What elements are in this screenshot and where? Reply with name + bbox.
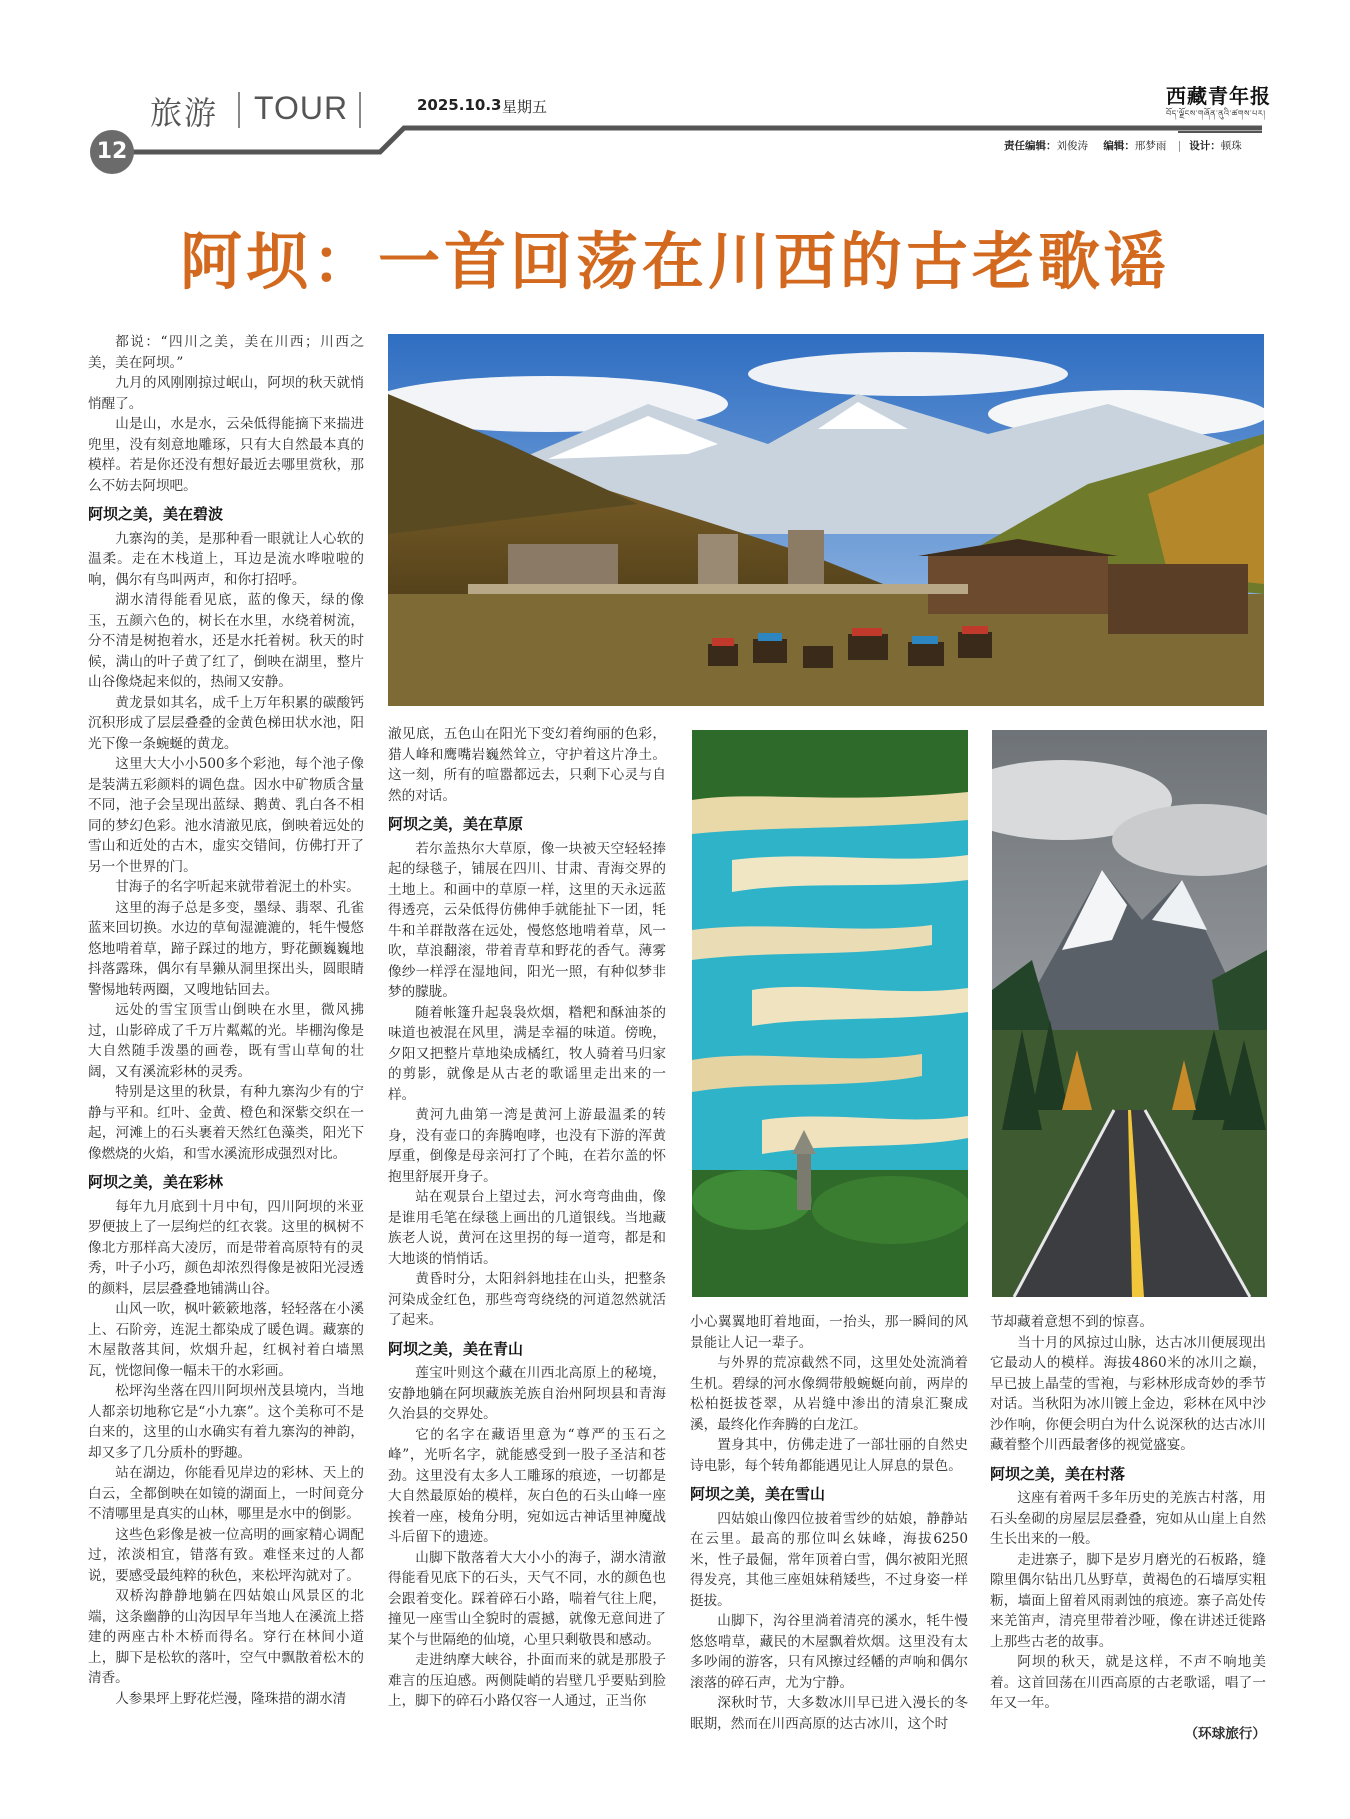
article-paragraph: 若尔盖热尔大草原，像一块被天空轻轻捧起的绿毯子，铺展在四川、甘肃、青海交界的土地上。和画中的草原一样，这里的天永远蓝得透亮，云朵低得仿佛伸手就能扯下一团，牦牛和羊群散落在远处，慢悠悠地啃着草，风一吹，草浪翻滚，带着青草和野花的香气。薄雾像纱一样浮在湿地间，阳光一照，有种似梦非梦的朦胧。 — [388, 840, 666, 1000]
snow-mountain-road-photo — [992, 730, 1267, 1297]
designer-name: 顿珠 — [1220, 140, 1242, 152]
article-paragraph: 走进寨子，脚下是岁月磨光的石板路，缝隙里偶尔钻出几丛野草，黄褐色的石墙厚实粗粝，墙面上留着风雨剥蚀的痕迹。寨子高处传来羌笛声，清亮里带着沙哑，像在讲述迁徙路上那些古老的故事。 — [990, 1551, 1266, 1650]
article-paragraph: 黄河九曲第一湾是黄河上游最温柔的转身，没有壶口的奔腾咆哮，也没有下游的浑黄厚重，倒像是母亲河打了个盹，在若尔盖的怀抱里舒展开身子。 — [388, 1107, 666, 1185]
article-paragraph: 这座有着两千多年历史的羌族古村落，用石头垒砌的房屋层层叠叠，宛如从山崖上自然生长出来的一般。 — [990, 1490, 1266, 1547]
article-column-4 — [990, 1312, 1266, 1744]
editor-label: 责任编辑： — [1004, 140, 1057, 152]
turquoise-pools-photo — [692, 730, 968, 1297]
editor-credits: 责任编辑：刘俊涛 编辑：邢梦雨 | 设计：顿珠 — [1004, 140, 1242, 152]
article-paragraph: 都说：“四川之美，美在川西；川西之美，美在阿坝。” — [88, 334, 364, 371]
issue-date: 2025.10.3 — [417, 96, 502, 114]
copy-editor-name: 邢梦雨 — [1134, 140, 1167, 152]
issue-weekday: 星期五 — [502, 98, 548, 116]
article-paragraph: 远处的雪宝顶雪山倒映在水里，微风拂过，山影碎成了千万片粼粼的光。毕棚沟像是大自然随手泼墨的画卷，既有雪山草甸的壮阔，又有溪流彩林的灵秀。 — [88, 1002, 364, 1080]
article-paragraph: 它的名字在藏语里意为“尊严的玉石之峰”，光听名字，就能感受到一股子圣洁和苍劲。这里没有太多人工雕琢的痕迹，一切都是大自然最原始的模样，灰白色的石头山峰一座挨着一座，棱角分明，宛如远古神话里神魔战斗后留下的遗迹。 — [388, 1426, 666, 1545]
article-paragraph: 站在观景台上望过去，河水弯弯曲曲，像是谁用毛笔在绿毯上画出的几道银线。当地藏族老人说，黄河在这里拐的每一道弯，都是和大地谈的悄悄话。 — [388, 1189, 666, 1267]
designer-label: 设计： — [1189, 140, 1221, 152]
article-paragraph: 莲宝叶则这个藏在川西北高原上的秘境，安静地躺在阿坝藏族羌族自治州阿坝县和青海久治县的交界处。 — [388, 1365, 666, 1422]
article-paragraph: 阿坝的秋天，就是这样，不声不响地美着。这首回荡在川西高原的古老歌谣，唱了一年又一年。 — [990, 1654, 1266, 1711]
section-subheading: 阿坝之美，美在雪山 — [690, 1485, 826, 1503]
article-paragraph: 松坪沟坐落在四川阿坝州茂县境内，当地人都亲切地称它是“小九寨”。这个美称可不是白来的，这里的山水确实有着九寨沟的神韵，却又多了几分质朴的野趣。 — [88, 1383, 364, 1461]
article-paragraph: 湖水清得能看见底，蓝的像天，绿的像玉，五颜六色的，树长在水里，水绕着树流，分不清是树抱着水，还是水托着树。秋天的时候，满山的叶子黄了红了，倒映在湖里，整片山谷像烧起来似的，热闹又安静。 — [88, 592, 364, 690]
section-name-en: TOUR — [254, 90, 349, 126]
article-column-1 — [88, 332, 364, 1709]
article-paragraph: 澈见底，五色山在阳光下变幻着绚丽的色彩，猎人峰和鹰嘴岩巍然耸立，守护着这片净土。这一刻，所有的喧嚣都远去，只剩下心灵与自然的对话。 — [388, 726, 666, 804]
article-paragraph: 黄龙景如其名，成千上万年积累的碳酸钙沉积形成了层层叠叠的金黄色梯田状水池，阳光下像一条蜿蜒的黄龙。 — [88, 694, 364, 752]
article-paragraph: 节却藏着意想不到的惊喜。 — [990, 1314, 1154, 1330]
article-paragraph: 置身其中，仿佛走进了一部壮丽的自然史诗电影，每个转角都能遇见让人屏息的景色。 — [690, 1437, 968, 1474]
section-subheading: 阿坝之美，美在碧波 — [88, 505, 224, 523]
article-paragraph: 双桥沟静静地躺在四姑娘山风景区的北端，这条幽静的山沟因早年当地人在溪流上搭建的两座古朴木桥而得名。穿行在林间小道上，脚下是松软的落叶，空气中飘散着松木的清香。 — [88, 1588, 364, 1686]
editor-name: 刘俊涛 — [1056, 140, 1088, 152]
article-paragraph: 深秋时节，大多数冰川早已进入漫长的冬眠期，然而在川西高原的达古冰川，这个时 — [690, 1695, 968, 1732]
article-paragraph: 人参果坪上野花烂漫，隆珠措的湖水清 — [115, 1690, 347, 1707]
article-paragraph: 这里的海子总是多变，墨绿、翡翠、孔雀蓝来回切换。水边的草甸湿漉漉的，牦牛慢悠悠地啃着草，蹄子踩过的地方，野花颤巍巍地抖落露珠，偶尔有旱獭从洞里探出头，圆眼睛警惕地转两圈，又嗖地钻回去。 — [88, 899, 364, 998]
article-paragraph: 特别是这里的秋景，有种九寨沟少有的宁静与平和。红叶、金黄、橙色和深紫交织在一起，河滩上的石头裹着天然红色藻类，阳光下像燃烧的火焰，和雪水溪流形成强烈对比。 — [88, 1084, 364, 1162]
article-paragraph: 随着帐篷升起袅袅炊烟，糌粑和酥油茶的味道也被混在风里，满是幸福的味道。傍晚，夕阳又把整片草地染成橘红，牧人骑着马归家的剪影，就像是从古老的歌谣里走出来的一样。 — [388, 1004, 666, 1103]
article-title: 阿坝：一首回荡在川西的古老歌谣 — [179, 225, 1170, 298]
article-column-3 — [690, 1312, 968, 1734]
article-paragraph: 小心翼翼地盯着地面，一抬头，那一瞬间的风景能让人记一辈子。 — [690, 1314, 968, 1351]
article-paragraph: 这里大大小小500多个彩池，每个池子像是装满五彩颜料的调色盘。因水中矿物质含量不同，池子会呈现出蓝绿、鹅黄、乳白各不相同的梦幻色彩。池水清澈见底，倒映着远处的雪山和近处的古木，虚实交错间，仿佛打开了另一个世界的门。 — [88, 756, 364, 875]
section-subheading: 阿坝之美，美在村落 — [990, 1464, 1126, 1483]
article-paragraph: 黄昏时分，太阳斜斜地挂在山头，把整条河染成金红色，那些弯弯绕绕的河道忽然就活了起来。 — [388, 1271, 666, 1328]
section-subheading: 阿坝之美，美在彩林 — [88, 1173, 224, 1191]
article-paragraph: 站在湖边，你能看见岸边的彩林、天上的白云，全都倒映在如镜的湖面上，一时间竟分不清哪里是真实的山林，哪里是水中的倒影。 — [88, 1465, 364, 1522]
section-name-cn: 旅游 — [150, 94, 219, 132]
article-column-2 — [388, 724, 666, 1712]
article-paragraph: 这些色彩像是被一位高明的画家精心调配过，浓淡相宜，错落有致。难怪来过的人都说，要感受最纯粹的秋色，来松坪沟就对了。 — [88, 1526, 364, 1584]
header-rule — [0, 0, 1350, 180]
article-paragraph: 每年九月底到十月中旬，四川阿坝的米亚罗便披上了一层绚烂的红衣裳。这里的枫树不像北方那样高大凌厉，而是带着高原特有的灵秀，叶子小巧，颜色却浓烈得像是被阳光浸透的颜料，层层叠叠地铺满山谷。 — [88, 1198, 364, 1297]
article-source: （环球旅行） — [1184, 1725, 1266, 1742]
article-paragraph: 山脚下，沟谷里淌着清亮的溪水，牦牛慢悠悠啃草，藏民的木屋飘着炊烟。这里没有太多吵闹的游客，只有风擦过经幡的声响和偶尔滚落的碎石声，尤为宁静。 — [690, 1613, 968, 1691]
article-paragraph: 与外界的荒凉截然不同，这里处处流淌着生机。碧绿的河水像绸带般蜿蜒向前，两岸的松柏挺拔苍翠，从岩缝中渗出的清泉汇聚成溪，最终化作奔腾的白龙江。 — [690, 1355, 968, 1433]
newspaper-tibetan-name: བོད་ལྗོངས་གཞོན་ནུའི་ཚགས་པར། — [1166, 109, 1266, 118]
article-paragraph: 山脚下散落着大大小小的海子，湖水清澈得能看见底下的石头，天气不同，水的颜色也会跟着变化。踩着碎石小路，喘着气往上爬，撞见一座雪山全貌时的震撼，就像无意间进了某个与世隔绝的仙境，心里只剩敬畏和感动。 — [388, 1549, 666, 1648]
article-paragraph: 甘海子的名字听起来就带着泥土的朴实。 — [115, 879, 360, 895]
village-valley-photo — [388, 334, 1264, 706]
article-paragraph: 当十月的风掠过山脉，达古冰川便展现出它最动人的模样。海拔4860米的冰川之巅，早已披上晶莹的雪袍，与彩林形成奇妙的季节对话。当秋阳为冰川镀上金边，彩林在风中沙沙作响，你便会明白为什么说深秋的达古冰川藏着整个川西最奢侈的视觉盛宴。 — [990, 1334, 1266, 1453]
article-paragraph: 山风一吹，枫叶簌簌地落，轻轻落在小溪上、石阶旁，连泥土都染成了暖色调。藏寨的木屋散落其间，炊烟升起，红枫衬着白墙黑瓦，恍惚间像一幅未干的水彩画。 — [88, 1301, 364, 1379]
article-paragraph: 四姑娘山像四位披着雪纱的姑娘，静静站在云里。最高的那位叫幺妹峰，海拔6250米，性子最倔，常年顶着白雪，偶尔被阳光照得发亮，其他三座姐妹稍矮些，不过身姿一样挺拔。 — [690, 1510, 968, 1609]
article-paragraph: 走进纳摩大峡谷，扑面而来的就是那股子难言的压迫感。两侧陡峭的岩壁几乎要贴到脸上，脚下的碎石小路仅容一人通过，正当你 — [388, 1652, 666, 1709]
section-subheading: 阿坝之美，美在草原 — [388, 815, 524, 833]
newspaper-name: 西藏青年报 — [1166, 84, 1271, 108]
article-paragraph: 山是山，水是水，云朵低得能摘下来揣进兜里，没有刻意地雕琢，只有大自然最本真的模样。若是你还没有想好最近去哪里赏秋，那么不妨去阿坝吧。 — [88, 416, 364, 494]
article-paragraph: 九月的风刚刚掠过岷山，阿坝的秋天就悄悄醒了。 — [88, 375, 364, 412]
section-subheading: 阿坝之美，美在青山 — [388, 1339, 524, 1358]
page-number-badge: 12 — [90, 130, 134, 174]
article-paragraph: 九寨沟的美，是那种看一眼就让人心软的温柔。走在木栈道上，耳边是流水哗啦啦的响，偶尔有鸟叫两声，和你打招呼。 — [88, 530, 364, 588]
copy-editor-label: 编辑： — [1103, 140, 1135, 152]
